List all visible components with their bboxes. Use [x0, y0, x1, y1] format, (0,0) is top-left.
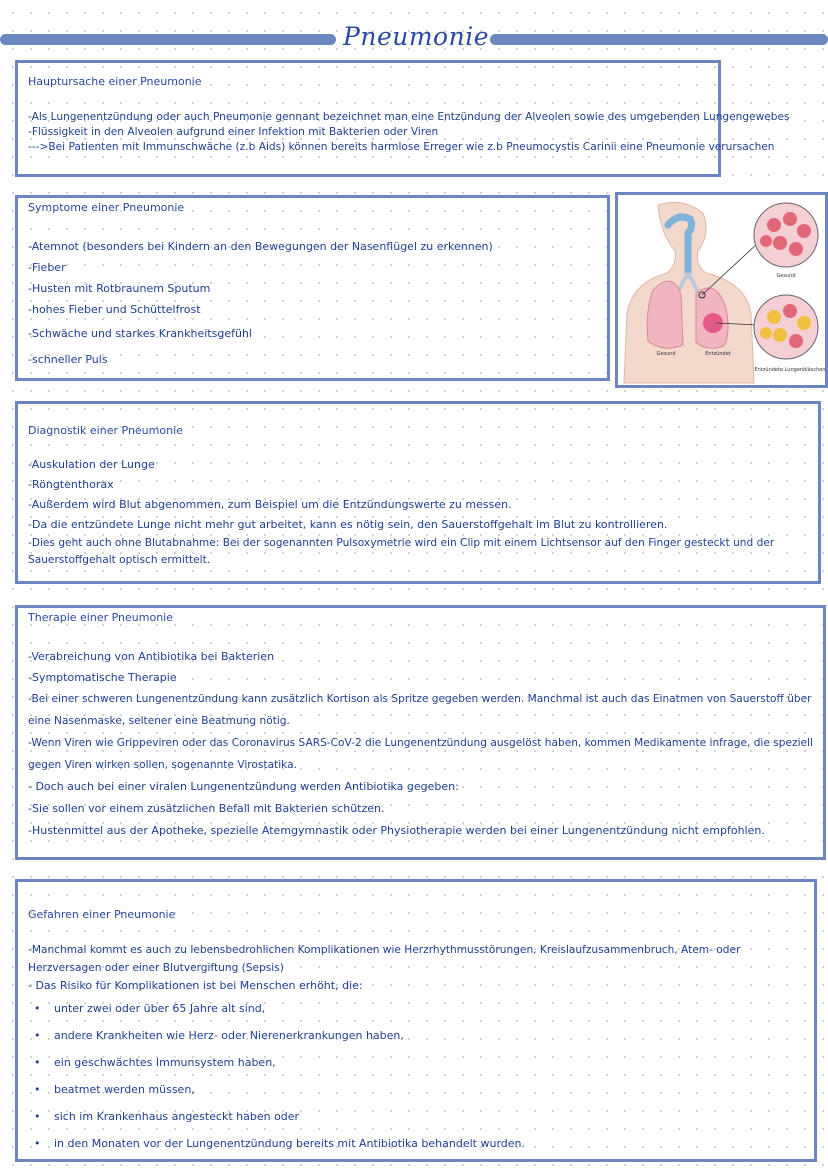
section-heading: Gefahren einer Pneumonie [28, 908, 176, 921]
text-line: -Da die entzündete Lunge nicht mehr gut arbeitet, kann es nötig sein, den Sauerstoffgehalt im Blut zu kontrollieren. [28, 518, 668, 531]
text-line: -Hustenmittel aus der Apotheke, spezielle Atemgymnastik oder Physiotherapie werden bei einer Lungenentzündung nicht empfohlen. [28, 824, 765, 837]
title-bar-left [0, 34, 336, 45]
label-gesund-lung: Gesund [656, 351, 676, 357]
section-heading: Diagnostik einer Pneumonie [28, 424, 183, 437]
text-line: -Röngtenthorax [28, 478, 114, 491]
text-line: -hohes Fieber und Schüttelfrost [28, 303, 201, 316]
list-item: • beatmet werden müssen, [28, 1076, 814, 1103]
text-line: -Manchmal kommt es auch zu lebensbedrohlichen Komplikationen wie Herzrhythmusstörungen, Kreislaufzusammenbruch, Atem- oder Herzversagen oder einer Blutvergiftung (Sepsis) [28, 944, 741, 974]
text-line: -Atemnot (besonders bei Kindern an den Bewegungen der Nasenflügel zu erkennen) [28, 240, 493, 253]
text-line: - Das Risiko für Komplikationen ist bei Menschen erhöht, die: [28, 979, 363, 992]
list-item: • andere Krankheiten wie Herz- oder Nierenerkrankungen haben, [28, 1022, 814, 1049]
list-item: • sich im Krankenhaus angesteckt haben oder [28, 1103, 814, 1130]
section-heading: Symptome einer Pneumonie [28, 201, 185, 214]
page-title: Pneumonie [343, 22, 489, 51]
list-item: • in den Monaten vor der Lungenentzündung bereits mit Antibiotika behandelt wurden. [28, 1130, 814, 1157]
list-item: • unter zwei oder über 65 Jahre alt sind, [28, 995, 814, 1022]
text-line: -Dies geht auch ohne Blutabnahme: Bei der sogenannten Pulsoxymetrie wird ein Clip mit einem Lichtsensor auf den Finger gesteckt und der Sauerstoffgehalt optisch ermittelt. [28, 537, 775, 566]
section-gefahren [15, 879, 817, 1162]
text-line: -Verabreichung von Antibiotika bei Bakterien [28, 650, 275, 663]
section-symptome [15, 195, 610, 381]
lung-diagram [618, 195, 825, 385]
text-line: -Bei einer schweren Lungenentzündung kann zusätzlich Kortison als Spritze gegeben werden. Manchmal ist auch das Einatmen von Sauerstoff über eine Nasenmaske, seltener eine Beatmung nötig. [28, 693, 812, 727]
list-item: • ein geschwächtes Immunsystem haben, [28, 1049, 814, 1076]
text-line: -Sie sollen vor einem zusätzlichen Befall mit Bakterien schützen. [28, 802, 385, 815]
section-heading: Therapie einer Pneumonie [28, 611, 173, 624]
text-line: -schneller Puls [28, 353, 108, 366]
title-bar-right [490, 34, 828, 45]
text-line: -Flüssigkeit in den Alveolen aufgrund einer Infektion mit Bakterien oder Viren [28, 126, 439, 138]
section-diagnostik [15, 401, 821, 584]
label-entzuendet-lung: Entzündet [705, 351, 731, 357]
lung-illustration [615, 192, 828, 388]
text-line: - Doch auch bei einer viralen Lungenentzündung werden Antibiotika gegeben: [28, 780, 459, 793]
text-line: -Außerdem wird Blut abgenommen, zum Beispiel um die Entzündungswerte zu messen. [28, 498, 512, 511]
section-heading: Hauptursache einer Pneumonie [28, 75, 202, 88]
text-line: -Fieber [28, 261, 66, 274]
text-line: -Wenn Viren wie Grippeviren oder das Coronavirus SARS-CoV-2 die Lungenentzündung ausgelöst haben, kommen Medikamente infrage, die speziell gegen Viren wirken sollen, sogenannte Virostatika. [28, 737, 813, 771]
label-gesund-alveoli: Gesund [776, 273, 796, 279]
text-line: -Husten mit Rotbraunem Sputum [28, 282, 211, 295]
text-line: -Als Lungenentzündung oder auch Pneumonie gennant bezeichnet man eine Entzündung der Alveolen sowie des umgebenden Lungengewebes [28, 111, 790, 123]
text-line: -Schwäche und starkes Krankheitsgefühl [28, 327, 252, 340]
section-therapie [15, 605, 826, 860]
section-ursache [15, 60, 790, 177]
text-line: -Auskulation der Lunge [28, 458, 155, 471]
text-line: -Symptomatische Therapie [28, 671, 177, 684]
text-line: --->Bei Patienten mit Immunschwäche (z.b Aids) können bereits harmlose Erreger wie z.b Pneumocystis Carinii eine Pneumonie verursachen [28, 141, 775, 153]
label-entzuendet-alveoli: Entzündete Lungenbläschen [754, 367, 825, 373]
